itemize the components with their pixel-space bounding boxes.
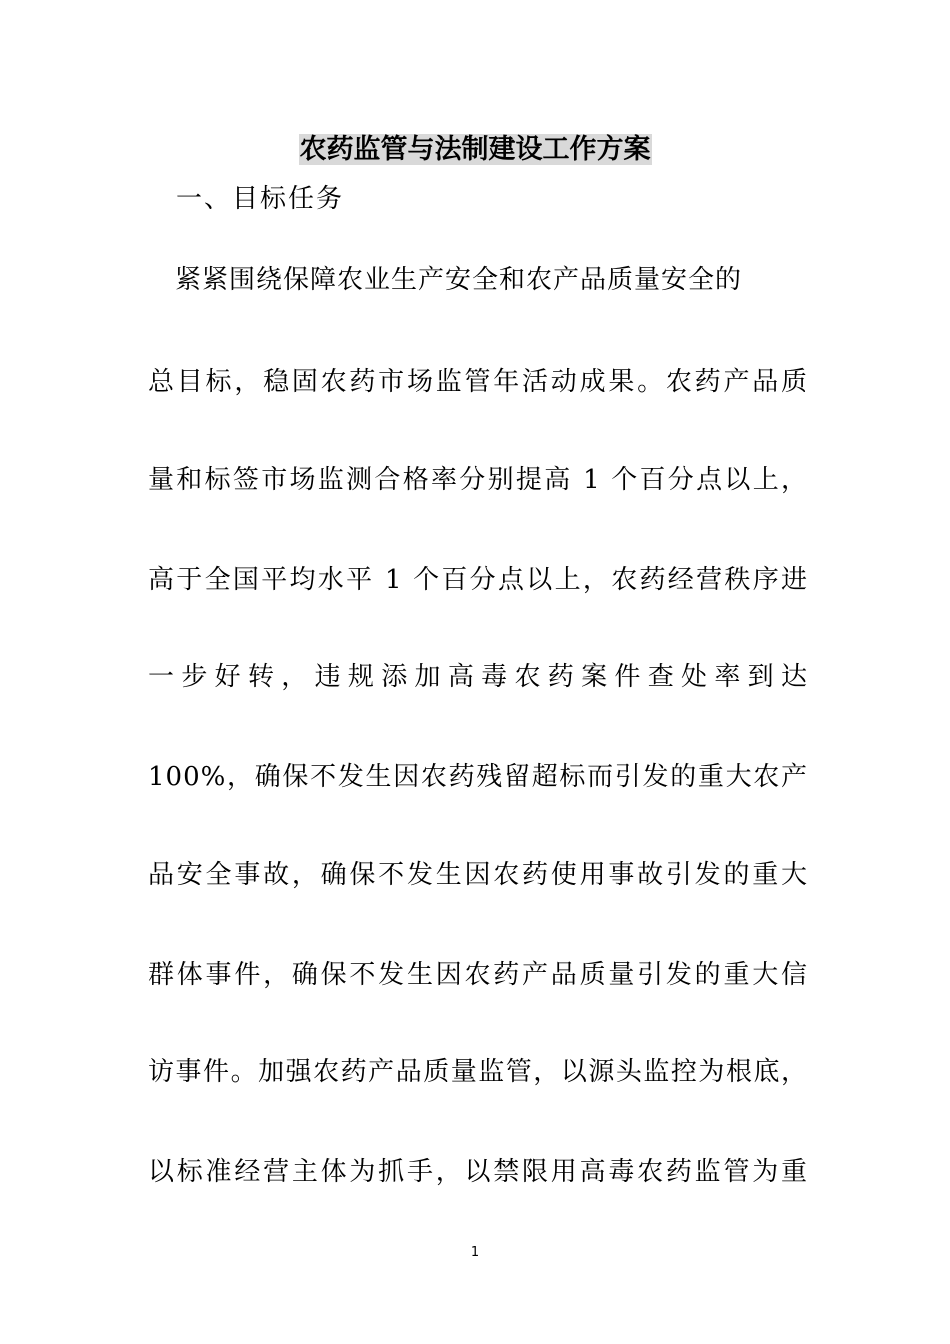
body-line-6: 100%，确保不发生因农药残留超标而引发的重大农产: [148, 762, 808, 792]
section-heading: 一、目标任务: [176, 184, 345, 214]
body-line-1: 紧紧围绕保障农业生产安全和农产品质量安全的: [148, 265, 743, 295]
body-line-8: 群体事件，确保不发生因农药产品质量引发的重大信: [148, 960, 808, 990]
body-line-9: 访事件。加强农药产品质量监管，以源头监控为根底，: [148, 1057, 808, 1087]
body-line-5: 一步好转，违规添加高毒农药案件查处率到达: [148, 662, 808, 692]
body-line-10: 以标准经营主体为抓手，以禁限用高毒农药监管为重: [148, 1157, 808, 1187]
body-line-7: 品安全事故，确保不发生因农药使用事故引发的重大: [148, 860, 808, 890]
document-title-text: 农药监管与法制建设工作方案: [299, 134, 651, 165]
body-line-4: 高于全国平均水平 1 个百分点以上，农药经营秩序进: [148, 565, 808, 595]
body-line-3: 量和标签市场监测合格率分别提高 1 个百分点以上，: [148, 465, 808, 495]
body-line-2: 总目标，稳固农药市场监管年活动成果。农药产品质: [148, 367, 808, 397]
document-title: [0, 132, 950, 168]
page-number: 1: [470, 1245, 480, 1260]
